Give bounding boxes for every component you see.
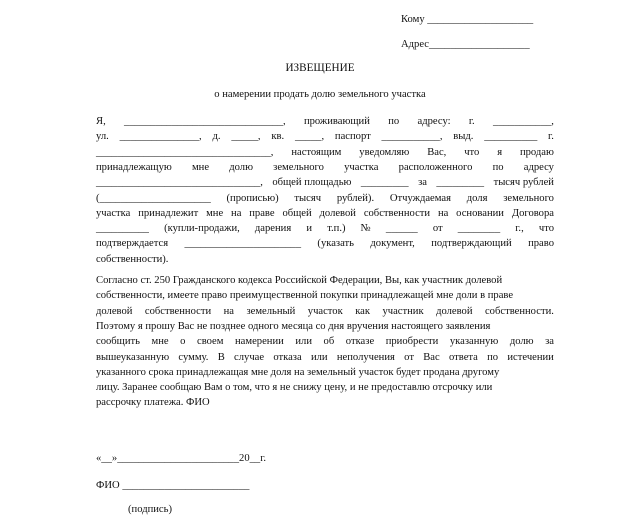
word: или bbox=[310, 351, 328, 363]
text-line: собственности, имеете право преимущественной покупки принадлежащей мне доли в праве bbox=[96, 290, 514, 302]
text-line bbox=[96, 146, 554, 159]
word: участок bbox=[307, 305, 343, 317]
word: по bbox=[492, 161, 504, 173]
word: принадлежащую bbox=[96, 161, 172, 173]
text-line bbox=[96, 237, 554, 250]
word: уведомляю bbox=[359, 146, 410, 158]
address-line: Адрес___________________ bbox=[401, 39, 530, 50]
word: т.п.) bbox=[327, 223, 346, 235]
word: по bbox=[388, 116, 400, 127]
text-line: рассрочку платежа. ФИО bbox=[96, 397, 210, 409]
word: ___________, bbox=[381, 131, 443, 143]
word: участка bbox=[96, 207, 131, 219]
text-line bbox=[96, 351, 554, 364]
text-line bbox=[96, 222, 554, 235]
word: долевой bbox=[96, 305, 133, 317]
word: _____, bbox=[294, 131, 325, 143]
word: земельного bbox=[273, 161, 324, 173]
word: на bbox=[231, 207, 242, 219]
word: подтверждается bbox=[96, 238, 169, 250]
word: мне bbox=[151, 336, 169, 348]
word: случае bbox=[234, 351, 265, 363]
word: тысяч рублей bbox=[493, 177, 554, 189]
word: ______________________ bbox=[184, 238, 302, 250]
word: проживающий bbox=[303, 116, 370, 127]
text-line bbox=[96, 305, 554, 318]
word: мне bbox=[191, 161, 210, 173]
word: _______________________________, bbox=[96, 177, 263, 189]
word: на bbox=[223, 305, 234, 317]
word: участник bbox=[382, 305, 424, 317]
word: что bbox=[464, 146, 480, 158]
text-line: Согласно ст. 250 Гражданского кодекса Российской Федерации, Вы, как участник долевой bbox=[96, 275, 503, 286]
word: праве bbox=[249, 207, 275, 219]
word: основании bbox=[456, 207, 504, 219]
word: Вас, bbox=[427, 146, 447, 158]
word: на bbox=[437, 207, 449, 219]
word: долевой bbox=[319, 207, 356, 219]
date-line: «__»_______________________20__г. bbox=[96, 453, 267, 464]
recipient-line: Кому ____________________ bbox=[401, 14, 534, 25]
word: или bbox=[295, 336, 312, 348]
word: __________ bbox=[484, 131, 538, 143]
text-line bbox=[96, 161, 554, 174]
word: вышеуказанную bbox=[96, 351, 170, 363]
word: (прописью) bbox=[226, 192, 279, 204]
word: за bbox=[545, 336, 554, 348]
word: от bbox=[404, 351, 414, 363]
text-line bbox=[96, 130, 554, 143]
fio-signature-line: ФИО ________________________ bbox=[96, 480, 250, 491]
word: долевой bbox=[436, 305, 473, 317]
word: (_____________________ bbox=[96, 192, 211, 204]
word: подтверждающий bbox=[431, 238, 512, 250]
word: настоящим bbox=[291, 146, 342, 158]
word: указанную bbox=[449, 336, 499, 348]
word: общей площадью bbox=[272, 177, 352, 189]
word: истечении bbox=[507, 351, 554, 363]
word: право bbox=[528, 238, 554, 250]
word: № bbox=[360, 223, 371, 235]
word: г. bbox=[468, 116, 475, 127]
word: В bbox=[217, 351, 225, 363]
word: Отчуждаемая bbox=[389, 192, 451, 204]
text-line bbox=[96, 335, 554, 348]
word: долю bbox=[509, 336, 534, 348]
word: об bbox=[323, 336, 335, 348]
word: от bbox=[432, 223, 443, 235]
word: __________ bbox=[96, 223, 149, 235]
word: собственности. bbox=[484, 305, 554, 317]
word: дарения bbox=[254, 223, 292, 235]
word: (указать bbox=[317, 238, 355, 250]
word: собственности bbox=[144, 305, 212, 317]
word: ___________, bbox=[493, 116, 554, 127]
word: адресу: bbox=[417, 116, 451, 127]
word: отказе bbox=[345, 336, 375, 348]
word: земельного bbox=[503, 192, 554, 204]
word: по bbox=[487, 351, 499, 363]
word: доля bbox=[466, 192, 488, 204]
text-line bbox=[96, 207, 554, 220]
word: собственности bbox=[363, 207, 431, 219]
word: участка bbox=[344, 161, 379, 173]
word: ______________________________, bbox=[124, 116, 286, 127]
word: кв. bbox=[271, 131, 285, 143]
word: д. bbox=[212, 131, 221, 143]
word: ______ bbox=[385, 223, 418, 235]
text-line bbox=[96, 192, 554, 205]
word: я bbox=[497, 146, 503, 158]
signature-label: (подпись) bbox=[128, 504, 172, 515]
word: земельный bbox=[246, 305, 296, 317]
word: Я, bbox=[96, 116, 106, 127]
word: намерении bbox=[235, 336, 284, 348]
word: как bbox=[355, 305, 371, 317]
text-line: указанного срока принадлежащая мне доля на земельный участок будет продана другому bbox=[96, 366, 500, 378]
word: приобрести bbox=[385, 336, 439, 348]
word: отказа bbox=[273, 351, 302, 363]
word: тысяч bbox=[294, 192, 322, 204]
word: за bbox=[418, 177, 427, 189]
word: о bbox=[180, 336, 186, 348]
word: общей bbox=[282, 207, 312, 219]
word: _______________, bbox=[119, 131, 202, 143]
word: долю bbox=[229, 161, 253, 173]
word: ________ bbox=[457, 223, 501, 235]
word: неполучения bbox=[336, 351, 395, 363]
text-line: собственности). bbox=[96, 253, 169, 265]
word: выд. bbox=[453, 131, 474, 143]
text-line: Поэтому я прошу Вас не позднее одного месяца со дня вручения настоящего заявления bbox=[96, 320, 491, 332]
word: мне bbox=[206, 207, 224, 219]
word: продаю bbox=[519, 146, 554, 158]
document-title: ИЗВЕЩЕНИЕ bbox=[285, 62, 355, 74]
word: рублей). bbox=[336, 192, 375, 204]
word: г., bbox=[515, 223, 524, 235]
word: паспорт bbox=[334, 131, 371, 143]
word: сообщить bbox=[96, 336, 140, 348]
word: _________ bbox=[360, 177, 409, 189]
word: принадлежит bbox=[138, 207, 199, 219]
word: ответа bbox=[448, 351, 478, 363]
document-subtitle: о намерении продать долю земельного участка bbox=[214, 89, 426, 100]
word: адресу bbox=[523, 161, 554, 173]
word: г. bbox=[548, 131, 554, 143]
text-line bbox=[96, 115, 554, 128]
word: документ, bbox=[370, 238, 415, 250]
word: и bbox=[306, 223, 313, 235]
word: своем bbox=[197, 336, 224, 348]
word: ул. bbox=[96, 131, 109, 143]
word: _________ bbox=[436, 177, 485, 189]
word: (купли-продажи, bbox=[164, 223, 240, 235]
word: расположенного bbox=[398, 161, 473, 173]
word: сумму. bbox=[178, 351, 209, 363]
text-line: лицу. Заранее сообщаю Вам о том, что я не снижу цену, и не предоставлю отсрочку или bbox=[96, 382, 493, 394]
word: _____, bbox=[231, 131, 261, 143]
word: _________________________________, bbox=[96, 146, 274, 158]
word: Договора bbox=[511, 207, 554, 219]
word: что bbox=[538, 223, 554, 235]
word: Вас bbox=[423, 351, 440, 363]
text-line bbox=[96, 176, 554, 189]
